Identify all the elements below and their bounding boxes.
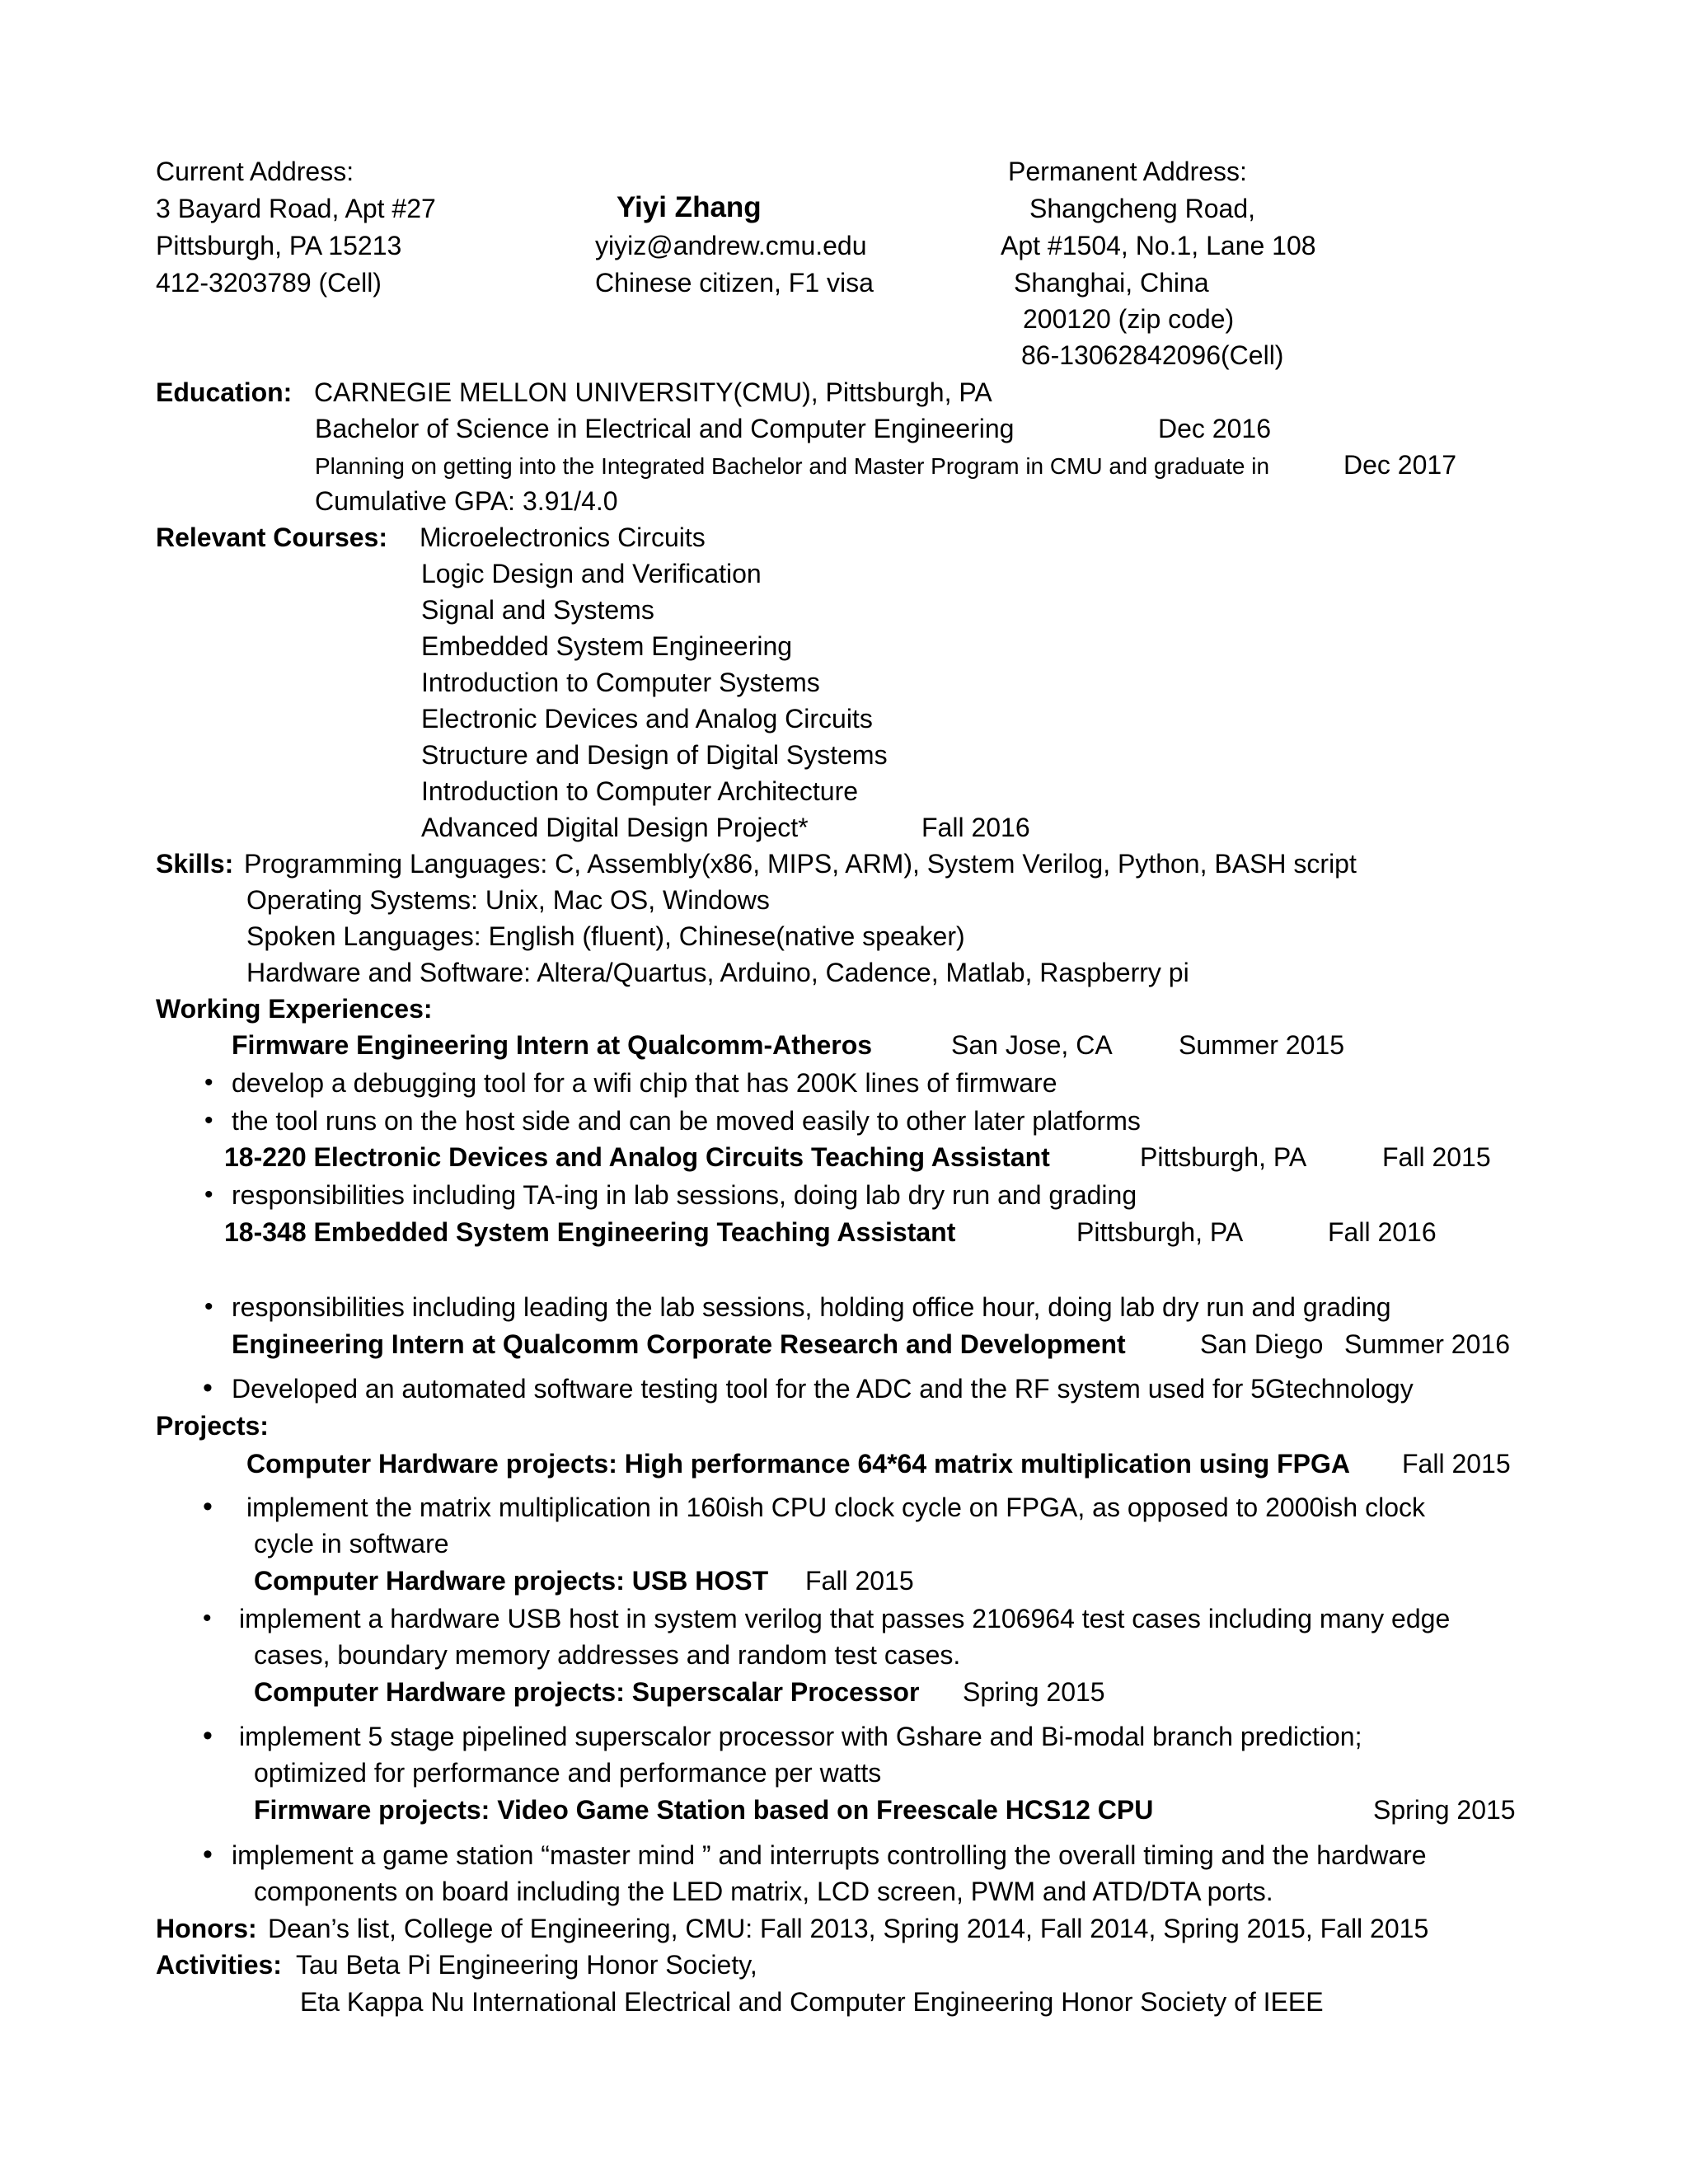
job-date: Fall 2015 — [1382, 1142, 1491, 1172]
education-label: Education: — [156, 377, 293, 407]
job-location: Pittsburgh, PA — [1140, 1142, 1307, 1172]
education-gpa: Cumulative GPA: 3.91/4.0 — [315, 486, 618, 516]
current-address-line: 3 Bayard Road, Apt #27 — [156, 194, 436, 223]
project-title: Computer Hardware projects: USB HOST — [254, 1566, 769, 1596]
course-item: Advanced Digital Design Project* — [421, 813, 809, 842]
honors-text: Dean’s list, College of Engineering, CMU: Fall 2013, Spring 2014, Fall 2014, Spring 2015, Fall 2015 — [268, 1914, 1429, 1943]
course-item: Structure and Design of Digital Systems — [421, 740, 888, 770]
bullet-icon: • — [204, 1107, 213, 1134]
education-plan-date: Dec 2017 — [1343, 450, 1456, 480]
projects-label: Projects: — [156, 1411, 269, 1441]
job-title: Engineering Intern at Qualcomm Corporate Research and Development — [232, 1329, 1126, 1359]
project-bullet: implement 5 stage pipelined superscalor processor with Gshare and Bi-modal branch prediction; — [239, 1722, 1362, 1751]
course-item: Electronic Devices and Analog Circuits — [421, 704, 873, 733]
bullet-icon: • — [204, 1293, 213, 1320]
job-date: Summer 2016 — [1344, 1329, 1510, 1359]
skill-item: Programming Languages: C, Assembly(x86, MIPS, ARM), System Verilog, Python, BASH script — [244, 849, 1357, 879]
skill-item: Hardware and Software: Altera/Quartus, Arduino, Cadence, Matlab, Raspberry pi — [246, 958, 1189, 987]
current-phone: 412-3203789 (Cell) — [156, 268, 382, 298]
bullet-icon: • — [203, 1491, 213, 1522]
permanent-address-line: Shanghai, China — [1014, 268, 1209, 298]
job-title: Firmware Engineering Intern at Qualcomm-Atheros — [232, 1030, 873, 1060]
project-date: Spring 2015 — [1373, 1795, 1516, 1825]
project-date: Fall 2015 — [805, 1566, 914, 1596]
project-bullet-continued: components on board including the LED matrix, LCD screen, PWM and ATD/DTA ports. — [254, 1877, 1273, 1906]
education-degree-date: Dec 2016 — [1158, 414, 1271, 443]
candidate-name: Yiyi Zhang — [617, 191, 762, 223]
job-location: Pittsburgh, PA — [1076, 1217, 1244, 1247]
project-bullet: implement a hardware USB host in system verilog that passes 2106964 test cases including many edge — [239, 1604, 1451, 1633]
project-bullet-continued: optimized for performance and performance per watts — [254, 1758, 882, 1788]
current-address-label: Current Address: — [156, 157, 354, 186]
education-degree: Bachelor of Science in Electrical and Computer Engineering — [315, 414, 1015, 443]
project-bullet: implement the matrix multiplication in 160ish CPU clock cycle on FPGA, as opposed to 2000ish clock — [246, 1493, 1425, 1522]
course-item: Embedded System Engineering — [421, 631, 793, 661]
job-bullet: responsibilities including leading the lab sessions, holding office hour, doing lab dry run and grading — [232, 1292, 1391, 1322]
course-item: Microelectronics Circuits — [420, 523, 706, 552]
current-address-line: Pittsburgh, PA 15213 — [156, 231, 402, 260]
course-item: Introduction to Computer Architecture — [421, 776, 859, 806]
job-bullet: responsibilities including TA-ing in lab sessions, doing lab dry run and grading — [232, 1180, 1137, 1210]
course-item-date: Fall 2016 — [921, 813, 1030, 842]
work-label: Working Experiences: — [156, 994, 433, 1024]
course-item: Signal and Systems — [421, 595, 654, 625]
job-date: Summer 2015 — [1179, 1030, 1344, 1060]
job-location: San Diego — [1200, 1329, 1324, 1359]
bullet-icon: • — [204, 1069, 213, 1096]
citizenship: Chinese citizen, F1 visa — [595, 268, 874, 298]
education-school: CARNEGIE MELLON UNIVERSITY(CMU), Pittsburgh, PA — [314, 377, 992, 407]
activities-label: Activities: — [156, 1950, 282, 1980]
job-title: 18-220 Electronic Devices and Analog Circuits Teaching Assistant — [224, 1142, 1050, 1172]
project-date: Fall 2015 — [1402, 1449, 1511, 1479]
bullet-icon: • — [203, 1372, 213, 1404]
education-plan: Planning on getting into the Integrated Bachelor and Master Program in CMU and graduate in — [315, 453, 1270, 479]
bullet-icon: • — [203, 1720, 213, 1751]
permanent-address-line: Apt #1504, No.1, Lane 108 — [1001, 231, 1316, 260]
permanent-address-line: Shangcheng Road, — [1029, 194, 1255, 223]
job-bullet: the tool runs on the host side and can be moved easily to other later platforms — [232, 1106, 1141, 1136]
skill-item: Operating Systems: Unix, Mac OS, Windows — [246, 885, 770, 915]
bullet-icon: • — [204, 1181, 213, 1208]
honors-label: Honors: — [156, 1914, 257, 1943]
project-title: Computer Hardware projects: Superscalar Processor — [254, 1677, 920, 1707]
permanent-phone: 86-13062842096(Cell) — [1021, 340, 1284, 370]
bullet-icon: • — [203, 1605, 212, 1632]
course-item: Introduction to Computer Systems — [421, 668, 820, 697]
job-bullet: Developed an automated software testing tool for the ADC and the RF system used for 5Gtechnology — [232, 1374, 1414, 1404]
course-item: Logic Design and Verification — [421, 559, 762, 588]
job-location: San Jose, CA — [951, 1030, 1113, 1060]
job-title: 18-348 Embedded System Engineering Teaching Assistant — [224, 1217, 956, 1247]
project-bullet-continued: cycle in software — [254, 1529, 449, 1558]
activity-item: Tau Beta Pi Engineering Honor Society, — [296, 1950, 757, 1980]
skill-item: Spoken Languages: English (fluent), Chinese(native speaker) — [246, 921, 965, 951]
project-title: Computer Hardware projects: High performance 64*64 matrix multiplication using FPGA — [246, 1449, 1350, 1479]
project-title: Firmware projects: Video Game Station based on Freescale HCS12 CPU — [254, 1795, 1154, 1825]
courses-label: Relevant Courses: — [156, 523, 387, 552]
project-date: Spring 2015 — [963, 1677, 1105, 1707]
permanent-address-label: Permanent Address: — [1008, 157, 1247, 186]
skills-label: Skills: — [156, 849, 234, 879]
project-bullet-continued: cases, boundary memory addresses and random test cases. — [254, 1640, 961, 1670]
activity-item: Eta Kappa Nu International Electrical and Computer Engineering Honor Society of IEEE — [300, 1987, 1324, 2017]
bullet-icon: • — [203, 1839, 213, 1870]
job-bullet: develop a debugging tool for a wifi chip that has 200K lines of firmware — [232, 1068, 1057, 1098]
email: yiyiz@andrew.cmu.edu — [595, 231, 867, 260]
job-date: Fall 2016 — [1328, 1217, 1437, 1247]
permanent-zip: 200120 (zip code) — [1023, 304, 1235, 334]
project-bullet: implement a game station “master mind ” and interrupts controlling the overall timing and the hardware — [232, 1840, 1427, 1870]
